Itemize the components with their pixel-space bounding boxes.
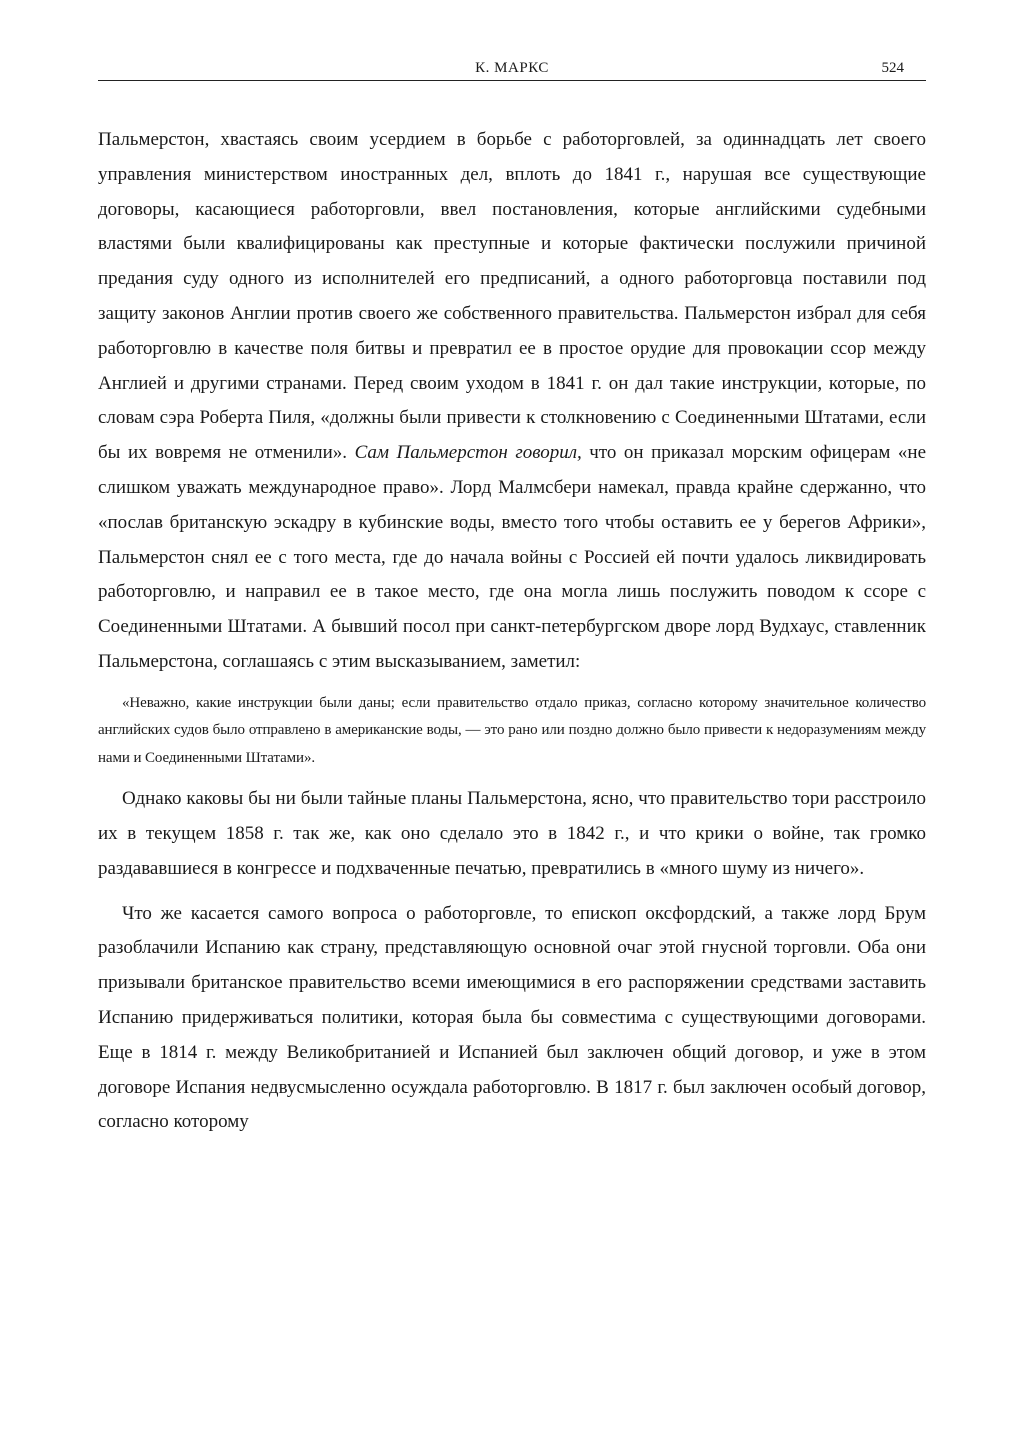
paragraph-1-text-a: Пальмерстон, хвастаясь своим усердием в борьбе с работорговлей, за одиннадцать лет своего управления министерством иностранных дел, вплоть до 1841 г., нарушая все существующие договоры, касающиеся работорговли, ввел постановления, которые английскими судебными властями были квалифицированы как преступные и которые фактически послужили причиной предания суду одного из исполнителей его предписаний, а одного работорговца поставили под защиту законов Англии против своего же собственного правительства. Пальмерстон избрал для себя работорговлю в качестве поля битвы и превратил ее в простое орудие для провокации ссор между Англией и другими странами. Перед своим уходом в 1841 г. он дал такие инструкции, которые, по словам сэра Роберта Пиля, «должны были привести к столкновению с Соединенными Штатами, если бы их вовремя не отменили». (98, 129, 926, 464)
paragraph-2: Однако каковы бы ни были тайные планы Пальмерстона, ясно, что правительство тори расстроило их в текущем 1858 г. так же, как оно сделало это в 1842 г., и что крики о войне, так громко раздававшиеся в конгрессе и подхваченные печатью, превратились в «много шуму из ничего». (98, 788, 926, 879)
body-text (98, 123, 926, 1140)
paragraph-1 (98, 123, 926, 680)
page-number: 524 (881, 60, 904, 76)
running-header (98, 58, 926, 81)
running-head-author: К. МАРКС (475, 60, 549, 76)
paragraph-1-text-b: что он приказал морским офицерам «не слишком уважать международное право». Лорд Малмсбери намекал, правда крайне сдержанно, что «послав британскую эскадру в кубинские воды, вместо того чтобы оставить ее у берегов Африки», Пальмерстон снял ее с того места, где до начала войны с Россией ей почти удалось ликвидировать работорговлю, и направил ее в такое место, где она могла лишь послужить поводом к ссоре с Соединенными Штатами. А бывший посол при санкт-петербургском дворе лорд Вудхаус, ставленник Пальмерстона, соглашаясь с этим высказыванием, заметил: (98, 442, 926, 672)
paragraph-3: Что же касается самого вопроса о работорговле, то епископ оксфордский, а также лорд Брум разоблачили Испанию как страну, представляющую основной очаг этой гнусной торговли. Оба они призывали британское правительство всеми имеющимися в его распоряжении средствами заставить Испанию придерживаться политики, которая была бы совместима с существующими договорами. Еще в 1814 г. между Великобританией и Испанией был заключен общий договор, и уже в этом договоре Испания недвусмысленно осуждала работорговлю. В 1817 г. был заключен особый договор, согласно которому (98, 902, 926, 1133)
paragraph-1-italic: Сам Пальмерстон говорил, (354, 442, 582, 464)
block-quote: «Неважно, какие инструкции были даны; если правительство отдало приказ, согласно которому значительное количество английских судов было отправлено в американские воды, — это рано или поздно должно было привести к недоразумениям между нами и Соединенными Штатами». (98, 694, 926, 766)
document-page (98, 58, 926, 1140)
